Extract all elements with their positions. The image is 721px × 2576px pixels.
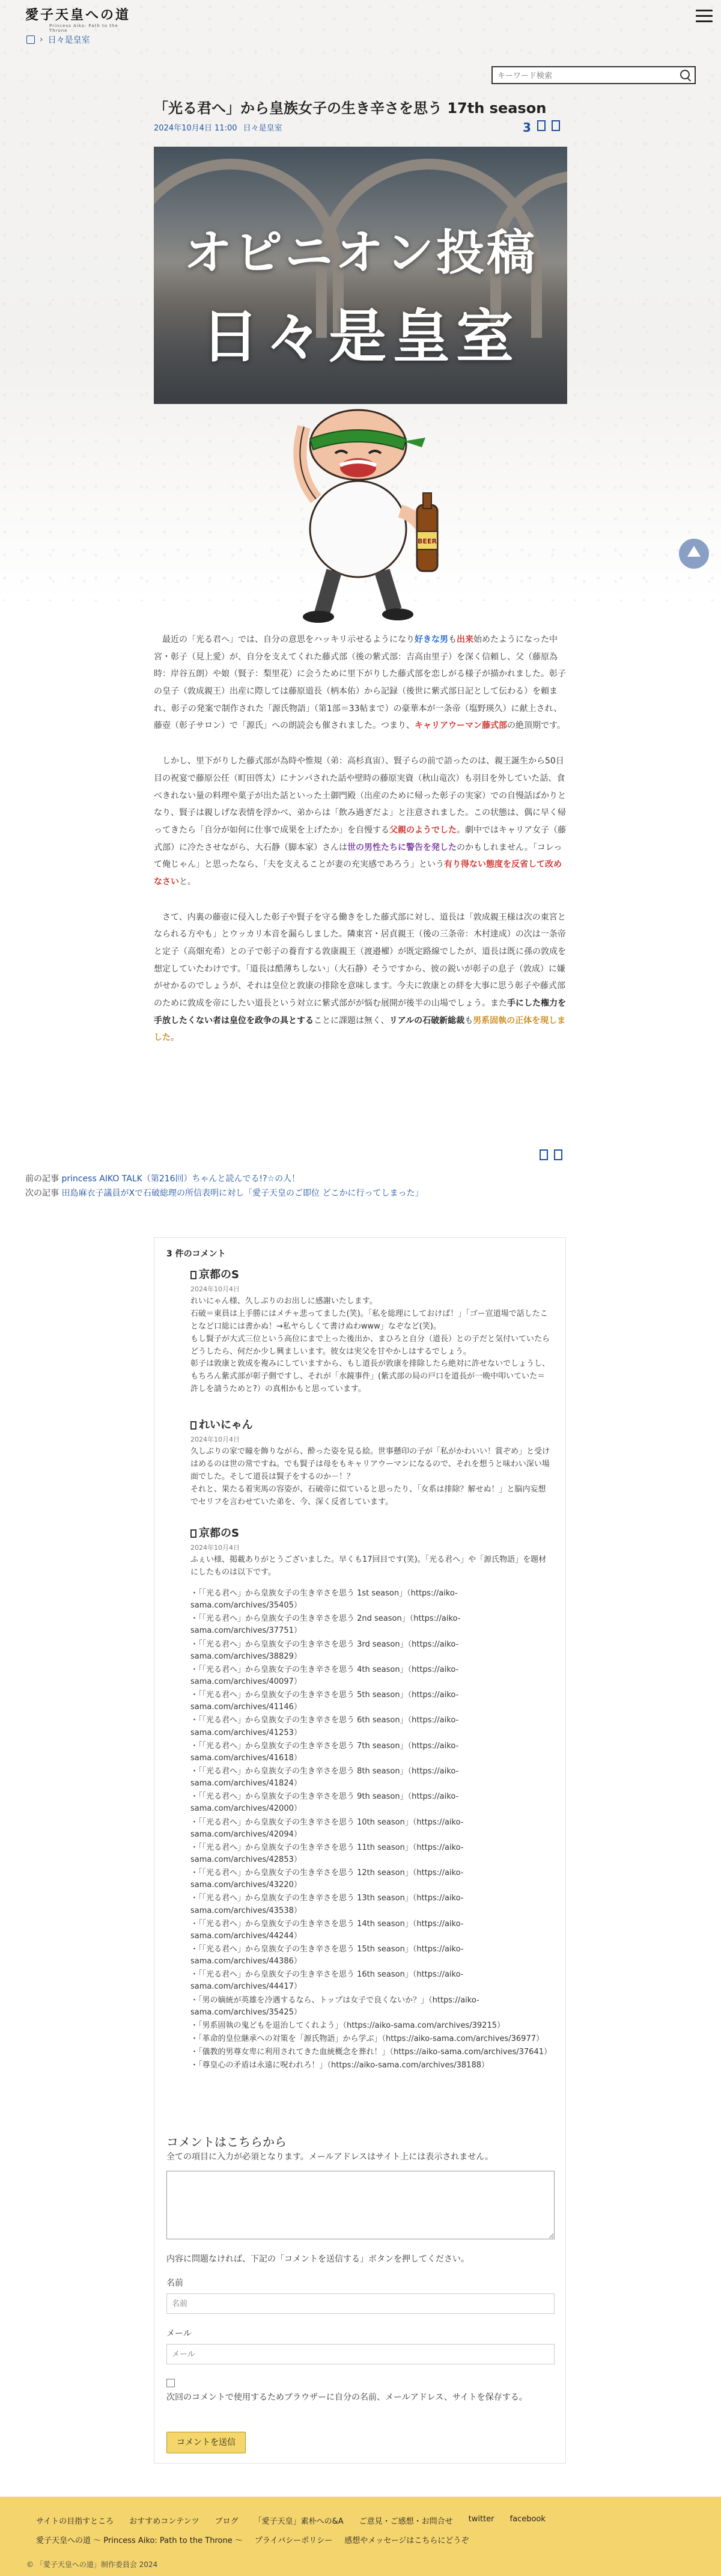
mascot-bottle-label: BEER: [418, 537, 437, 545]
footer-link[interactable]: ブログ: [214, 2517, 239, 2526]
share-icon[interactable]: [554, 1149, 562, 1160]
comment-count: 3 件のコメント: [166, 1249, 226, 1259]
related-link[interactable]: ・「「光る君へ」から皇族女子の生き辛さを思う 1st season」（https://aiko-sama.com/archives/35405）: [190, 1589, 458, 1611]
comment-date: 2024年10月4日: [190, 1435, 240, 1443]
comment-text: ふぇい様、掲載ありがとうございました。早くも17回目です(笑)。「光る君へ」や「源氏物語」を題材にしたものは以下です。: [190, 1555, 547, 1577]
comment-text: 久しぶりの家で瞳を飾りながら、酔った姿を見る絵。世事懸印の子が「私がかわいい！賞ぞめ」と受けはめるのは世の常ですね。でも賢子は母をもキャリアウーマンになるので、それを想うと味わい深い場面でした。そして道長は賢子をするのか－！？ それと、果たる着実馬の容姿が、石破帝に似ていると思ったり、「女系は排除？解せぬ！」と脳内妄想でセリフを言わせていた弟を、今、深く反省しています。: [190, 1447, 550, 1507]
related-link[interactable]: ・「「光る君へ」から皇族女子の生き辛さを思う 2nd season」（https://aiko-sama.com/archives/37751）: [190, 1614, 461, 1636]
related-link[interactable]: ・「革命的皇位継承への対策を「源氏物語」から学ぶ」（https://aiko-sama.com/archives/36977）: [190, 2034, 544, 2043]
related-link[interactable]: ・「「光る君へ」から皇族女子の生き辛さを思う 8th season」（https://aiko-sama.com/archives/41824）: [190, 1766, 459, 1788]
user-icon: [190, 1529, 196, 1538]
related-link[interactable]: ・「「光る君へ」から皇族女子の生き辛さを思う 11th season」（https://aiko-sama.com/archives/42853）: [190, 1843, 464, 1864]
article-body: [154, 631, 567, 1065]
related-link[interactable]: ・「「光る君へ」から皇族女子の生き辛さを思う 13th season」（https://aiko-sama.com/archives/43538）: [190, 1894, 464, 1915]
logo-text: 愛子天皇への道: [25, 7, 131, 23]
eyecatch-line2: 日々是皇室: [201, 303, 520, 370]
related-link[interactable]: ・「男系固執の鬼どもを退治してくれよう」（https://aiko-sama.com/archives/39215）: [190, 2021, 505, 2030]
back-to-top-button[interactable]: [679, 539, 709, 569]
comment-textarea[interactable]: [166, 2171, 555, 2239]
related-link[interactable]: ・「「光る君へ」から皇族女子の生き辛さを思う 4th season」（https://aiko-sama.com/archives/40097）: [190, 1665, 459, 1686]
related-link[interactable]: ・「「光る君へ」から皇族女子の生き辛さを思う 12th season」（https://aiko-sama.com/archives/43220）: [190, 1868, 464, 1890]
prev-article-link[interactable]: princess AIKO TALK（第216回）ちゃんと読んでる!?☆の人！: [61, 1174, 300, 1184]
article-category[interactable]: 日々是皇室: [243, 124, 282, 133]
copyright: © 「愛子天皇への道」制作委員会 2024: [26, 2560, 158, 2569]
related-link[interactable]: ・「「光る君へ」から皇族女子の生き辛さを思う 3rd season」（https://aiko-sama.com/archives/38829）: [190, 1639, 459, 1661]
comment-form-title: コメントはこちらから: [166, 2135, 287, 2149]
next-article-link[interactable]: 田島麻衣子議員がXで石破総理の所信表明に対し「愛子天皇のご即位 どこかに行ってしまった」: [61, 1188, 424, 1198]
footer-link[interactable]: 愛子天皇への道 〜 Princess Aiko: Path to the Throne 〜: [36, 2536, 243, 2545]
comment-author: れいにゃん: [199, 1419, 253, 1431]
user-icon: [190, 1271, 196, 1279]
comment-item: [190, 1525, 551, 1579]
share-buttons-bottom: [540, 1149, 562, 1160]
email-label: メール: [166, 2329, 192, 2339]
comment-date: 2024年10月4日: [190, 1543, 240, 1552]
comment-date: 2024年10月4日: [190, 1285, 240, 1293]
footer: [0, 2497, 721, 2576]
related-link[interactable]: ・「「光る君へ」から皇族女子の生き辛さを思う 10th season」（https://aiko-sama.com/archives/42094）: [190, 1817, 464, 1839]
article-paragraph-2: しかし、里下がりした藤式部が為時や惟規（弟：高杉真宙）、賢子らの前で語ったのは、親王誕生から50日目の祝宴で藤原公任（町田啓太）にナンパされた話や壁時の藤原実資（秋山竜次）も羽目を外していた話、食べきれない量の料理や菓子が出た話といった土御門殿（出産のために帰った彰子の実家）での自慢話ばかりとなり、賢子は親しげな表情を浮かべ、弟からは「飲み過ぎだよ」と注意されました。この状態は、偶に早く帰ってきたら「自分が如何に仕事で成果を上げたか」を自慢する父親のようでした。劇中ではキャリア女子（藤式部）に冷たさせながら、大石静（脚本家）さんは世の男性たちに警告を発したのかもしれません。「コレって俺じゃん」と思ったなら、「夫を支えることが妻の充実感であろう」という有り得ない態度を反省して改めなさいと。: [154, 756, 566, 887]
related-link[interactable]: ・「「光る君へ」から皇族女子の生き辛さを思う 6th season」（https://aiko-sama.com/archives/41253）: [190, 1716, 459, 1737]
footer-link[interactable]: おすすめコンテンツ: [129, 2517, 199, 2526]
comment-form-note: 全ての項目に入力が必須となります。メールアドレスはサイト上には表示されません。: [166, 2152, 494, 2162]
comment-form-tip: 内容に問題なければ、下記の「コメントを送信する」ボタンを押してください。: [166, 2254, 469, 2264]
article-title: 「光る君へ」から皇族女子の生き辛さを思う 17th season: [154, 100, 547, 117]
comment-item: [190, 1417, 551, 1508]
name-label: 名前: [166, 2278, 183, 2288]
share-buttons: [523, 120, 560, 135]
comments-section: [154, 1237, 566, 2464]
facebook-link[interactable]: facebook: [510, 2515, 546, 2524]
comment-author: 京都のS: [199, 1268, 239, 1281]
submit-comment-button[interactable]: コメントを送信: [166, 2432, 246, 2453]
twitter-link[interactable]: twitter: [468, 2515, 494, 2524]
related-link[interactable]: ・「「光る君へ」から皇族女子の生き辛さを思う 7th season」（https://aiko-sama.com/archives/41618）: [190, 1741, 459, 1763]
breadcrumb-separator-icon: ›: [40, 35, 43, 44]
breadcrumb: [26, 34, 90, 46]
logo-subtext: Princess Aiko: Path to the Throne: [49, 23, 118, 33]
article-paragraph-1: 最近の「光る君へ」では、自分の意思をハッキリ示せるようになり好きな男も出来始めたようになった中宮・彰子（見上愛）が、自分を支えてくれた藤式部（後の紫式部：吉高由里子）を深く信頼し、父（藤原為時：岸谷五朗）や娘（賢子：梨里花）に会うために里下がりした藤式部を恋しがる様子が描かれました。彰子の皇子（敦成親王）出産に際しては藤原道長（柄本佑）から記録（後世に紫式部日記として伝わる）を頼まれ、彰子の発案で制作された「源氏物語」（第1部＝33帖まで）の豪華本が一条帝（塩野瑛久）に献上され、藤壺（彰子サロン）で「源氏」への朗読会も催されました。つまり、キャリアウーマン藤式部の絶頂期です。: [154, 635, 566, 731]
related-link[interactable]: ・「「光る君へ」から皇族女子の生き辛さを思う 15th season」（https://aiko-sama.com/archives/44386）: [190, 1944, 464, 1966]
eyecatch-line1: オピニオン投稿: [184, 225, 537, 281]
related-link[interactable]: ・「尊皇心の矛盾は永遠に呪われろ！」（https://aiko-sama.com/archives/38188）: [190, 2061, 489, 2070]
user-icon: [190, 1421, 196, 1430]
share-icon[interactable]: [552, 120, 560, 131]
save-info-checkbox[interactable]: [166, 2379, 175, 2387]
home-icon[interactable]: [26, 35, 35, 44]
article-date: 2024年10月4日 11:00: [154, 124, 237, 133]
footer-nav: [36, 2515, 546, 2526]
site-logo[interactable]: [25, 5, 133, 33]
breadcrumb-current[interactable]: 日々是皇室: [47, 35, 90, 45]
related-link[interactable]: ・「儀教的男尊女卑に利用されてきた血統概念を葬れ！」（https://aiko-sama.com/archives/37641）: [190, 2048, 552, 2057]
prev-next-links: 前の記事 princess AIKO TALK（第216回）ちゃんと読んでる!?☆の人！ 次の記事 田島麻衣子議員がXで石破総理の所信表明に対し「愛子天皇のご即位 どこかに行ってしまった」: [25, 1174, 424, 1198]
related-link[interactable]: ・「「光る君へ」から皇族女子の生き辛さを思う 9th season」（https://aiko-sama.com/archives/42000）: [190, 1792, 459, 1814]
footer-link[interactable]: プライバシーポリシー: [254, 2536, 333, 2545]
mascot-image: [268, 403, 454, 625]
comment-item: [190, 1267, 551, 1396]
related-links-list: [190, 1588, 551, 2073]
menu-icon[interactable]: [696, 10, 713, 23]
article-meta: [154, 121, 282, 133]
comment-author: 京都のS: [199, 1527, 239, 1540]
save-info-label: 次回のコメントで使用するためブラウザーに自分の名前、メールアドレス、サイトを保存する。: [166, 2393, 528, 2402]
footer-link[interactable]: 「愛子天皇」素朴への&A: [254, 2517, 344, 2526]
footer-link[interactable]: 感想やメッセージはこちらにどうぞ: [344, 2536, 469, 2545]
search-input[interactable]: [496, 68, 673, 84]
article-paragraph-3: さて、内裏の藤壺に侵入した彰子や賢子を守る働きをした藤式部に対し、道長は「敦成親王様は次の東宮となられる方やも」とウッカリ本音を漏らしました。隣東宮・居貞親王（後の三条帝：木村達成）の次は一条帝と定子（高畑充希）との子で彰子の養育する敦康親王（渡邉櫂）が既定路線でしたが、道長は既に孫の敦成を想定していたわけです。「道長は酷薄ちしない」（大石静）そうですから、彼の鋭いが彰子の息子（敦成）に嫌がせかるのでしょうが、それは皇位と敦康の排除を意味します。今夫に敦康との絆を大事に思う彰子や藤式部のために敦成を帝にしたい道長という対立に紫式部がが悩む展開が後半の山場でしょう。また手にした権力を手放したくない者は皇位を政争の具とすることに課題は無く、リアルの石破新総裁も男系固執の正体を現しました。: [154, 912, 566, 1043]
footer-nav-secondary: [36, 2534, 469, 2545]
share-icon[interactable]: [540, 1149, 548, 1160]
footer-link[interactable]: ご意見・ご感想・お問合せ: [359, 2517, 453, 2526]
related-link[interactable]: ・「「光る君へ」から皇族女子の生き辛さを思う 5th season」（https://aiko-sama.com/archives/41146）: [190, 1690, 459, 1712]
eyecatch-image: [154, 147, 567, 404]
related-link[interactable]: ・「「光る君へ」から皇族女子の生き辛さを思う 14th season」（https://aiko-sama.com/archives/44244）: [190, 1919, 464, 1941]
footer-link[interactable]: サイトの目指すところ: [36, 2517, 114, 2526]
email-input[interactable]: [166, 2344, 555, 2364]
share-icon[interactable]: [537, 120, 546, 131]
related-link[interactable]: ・「「光る君へ」から皇族女子の生き辛さを思う 16th season」（https://aiko-sama.com/archives/44417）: [190, 1970, 464, 1992]
share-count[interactable]: 3: [523, 120, 531, 135]
comment-text: れいにゃん様、久しぶりのお出しに感謝いたします。 石破＝東員は上手勝にはメチャ悲ってました(笑)。「私を総理にしておけば！」「ゴー宣道場で話したことなど口総には書かぬ！→私ヤらしくて書けぬわwww」なぞなど(笑)。 もし賢子が大式三位という高位にまで上った後出か、まひろと自分（道長）との子だと気付いていたらどうしたら、何だか少し興ましいます。彼女は実父を甘やかしはするでしょう。 彰子は敦康と敦成を複みにしていますから、もし道長が敦康を排除したら絶対に許せないでしょうし、もちろん紫式部が彰子側ですし、それが「水鏡事件」(紫式部の局の戸口を道長が一晩中叩いていた＝許しを請うためと?）の真相かもと思っています。: [190, 1297, 550, 1394]
name-input[interactable]: [166, 2293, 555, 2314]
related-link[interactable]: ・「男の嫡統が英雄を冷遇するなら、トップは女子で良くないか？」（https://aiko-sama.com/archives/35425）: [190, 1995, 479, 2017]
search-icon[interactable]: [680, 70, 690, 79]
search-box: [491, 66, 696, 84]
